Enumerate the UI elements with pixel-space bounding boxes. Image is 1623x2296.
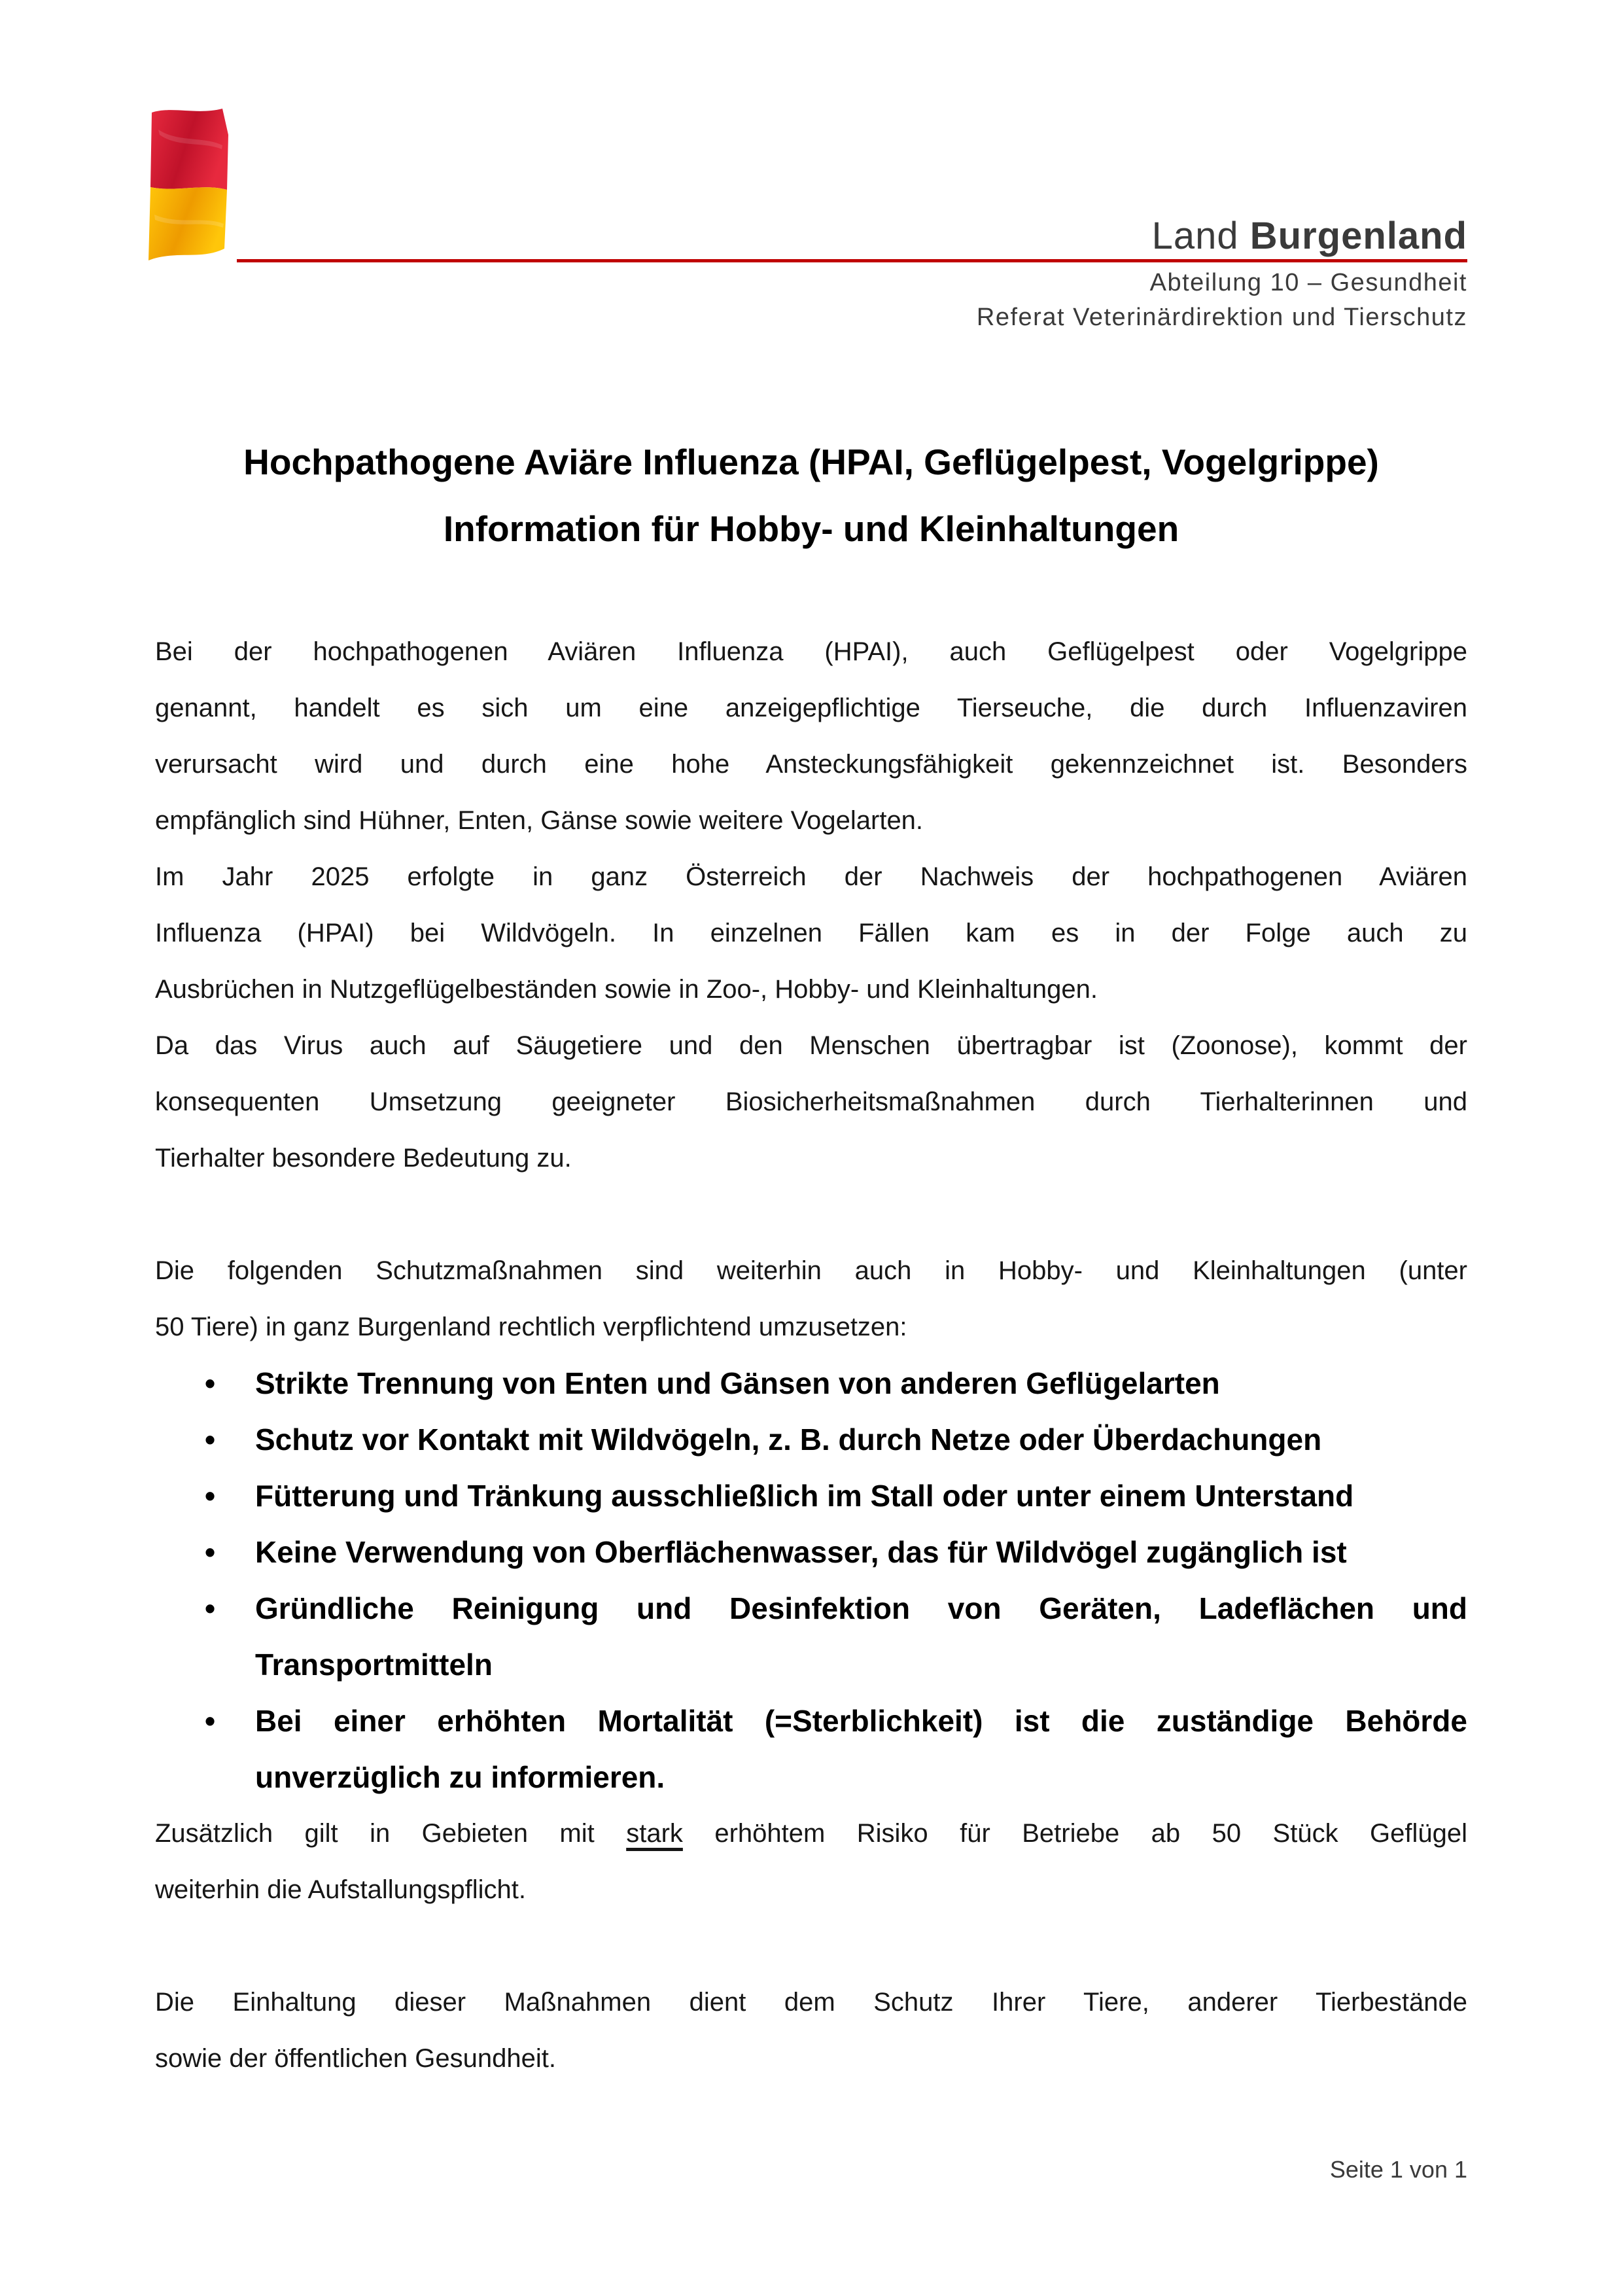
paragraph-1-line: genannt, handelt es sich um eine anzeigepflichtige Tierseuche, die durch Influenzaviren bbox=[155, 694, 1467, 722]
bullet-text: Strikte Trennung von Enten und Gänsen von anderen Geflügelarten bbox=[255, 1366, 1220, 1400]
paragraph-3-line: Da das Virus auch auf Säugetiere und den Menschen übertragbar ist (Zoonose), kommt der bbox=[155, 1031, 1467, 1060]
bullet-item bbox=[155, 1524, 1467, 1580]
brand-text bbox=[1152, 217, 1467, 255]
paragraph-5-line: weiterhin die Aufstallungspflicht. bbox=[155, 1875, 526, 1904]
paragraph-1-line: Bei der hochpathogenen Aviären Influenza (HPAI), auch Geflügelpest oder Vogelgrippe bbox=[155, 637, 1467, 666]
department-line: Abteilung 10 – Gesundheit bbox=[1149, 269, 1467, 296]
bullet-item bbox=[155, 1693, 1467, 1805]
header-rule bbox=[155, 259, 1467, 262]
bullet-text: Transportmitteln bbox=[255, 1648, 493, 1682]
document-title bbox=[155, 429, 1467, 562]
bullet-item bbox=[155, 1411, 1467, 1468]
paragraph-2-line: Ausbrüchen in Nutzgeflügelbeständen sowie in Zoo-, Hobby- und Kleinhaltungen. bbox=[155, 975, 1098, 1004]
bullet-item bbox=[155, 1355, 1467, 1411]
bullet-text: Schutz vor Kontakt mit Wildvögeln, z. B. durch Netze oder Überdachungen bbox=[255, 1422, 1322, 1457]
burgenland-flag-image bbox=[145, 103, 237, 270]
bullet-dot: • bbox=[205, 1535, 216, 1569]
paragraph-4-line: 50 Tiere) in ganz Burgenland rechtlich verpflichtend umzusetzen: bbox=[155, 1313, 907, 1341]
paragraph-6-line: Die Einhaltung dieser Maßnahmen dient dem Schutz Ihrer Tiere, anderer Tierbestände bbox=[155, 1988, 1467, 2017]
paragraph-2-line: Influenza (HPAI) bei Wildvögeln. In einzelnen Fällen kam es in der Folge auch zu bbox=[155, 919, 1467, 947]
bullet-text: Bei einer erhöhten Mortalität (=Sterblichkeit) ist die zuständige Behörde bbox=[255, 1704, 1467, 1738]
paragraph-4-line: Die folgenden Schutzmaßnahmen sind weiterhin auch in Hobby- und Kleinhaltungen (unter bbox=[155, 1256, 1467, 1285]
bullet-dot: • bbox=[205, 1591, 216, 1625]
flag-red-half bbox=[150, 109, 228, 190]
document-title-line-2: Information für Hobby- und Kleinhaltungen bbox=[443, 508, 1179, 549]
document-title-line-1: Hochpathogene Aviäre Influenza (HPAI, Geflügelpest, Vogelgrippe) bbox=[243, 442, 1379, 482]
brand-regular: Land bbox=[1151, 215, 1250, 257]
brand-bold: Burgenland bbox=[1249, 215, 1467, 257]
paragraph-3-line: konsequenten Umsetzung geeigneter Biosicherheitsmaßnahmen durch Tierhalterinnen und bbox=[155, 1087, 1467, 1116]
paragraph-5-line bbox=[155, 1805, 1467, 1862]
bullet-dot: • bbox=[205, 1479, 216, 1513]
page-number-label: Seite 1 von 1 bbox=[1329, 2156, 1467, 2183]
bullet-dot: • bbox=[205, 1366, 216, 1400]
bullet-text: unverzüglich zu informieren. bbox=[255, 1760, 665, 1794]
paragraph-2-line: Im Jahr 2025 erfolgte in ganz Österreich der Nachweis der hochpathogenen Aviären bbox=[155, 862, 1467, 891]
unit-line: Referat Veterinärdirektion und Tierschutz bbox=[976, 304, 1467, 331]
underlined-word: stark bbox=[626, 1819, 683, 1848]
paragraph-1-line: verursacht wird und durch eine hohe Ansteckungsfähigkeit gekennzeichnet ist. Besonders bbox=[155, 750, 1467, 779]
paragraph-1-line: empfänglich sind Hühner, Enten, Gänse sowie weitere Vogelarten. bbox=[155, 806, 924, 835]
bullet-text: Keine Verwendung von Oberflächenwasser, das für Wildvögel zugänglich ist bbox=[255, 1535, 1347, 1569]
blank-line bbox=[155, 1918, 1467, 1974]
paragraph-5-post: erhöhtem Risiko für Betriebe ab 50 Stück Geflügel bbox=[714, 1819, 1467, 1848]
bullet-dot: • bbox=[205, 1704, 216, 1738]
bullet-item bbox=[155, 1468, 1467, 1524]
bullet-text: Fütterung und Tränkung ausschließlich im Stall oder unter einem Unterstand bbox=[255, 1479, 1354, 1513]
blank-line bbox=[155, 1186, 1467, 1243]
paragraph-3-line: Tierhalter besondere Bedeutung zu. bbox=[155, 1144, 572, 1173]
paragraph-5-pre: Zusätzlich gilt in Gebieten mit bbox=[155, 1819, 595, 1848]
body-text bbox=[155, 624, 1467, 2087]
paragraph-6-line: sowie der öffentlichen Gesundheit. bbox=[155, 2044, 556, 2073]
bullet-dot: • bbox=[205, 1422, 216, 1457]
bullet-text: Gründliche Reinigung und Desinfektion von Geräten, Ladeflächen und bbox=[255, 1591, 1467, 1625]
bullet-item bbox=[155, 1580, 1467, 1693]
